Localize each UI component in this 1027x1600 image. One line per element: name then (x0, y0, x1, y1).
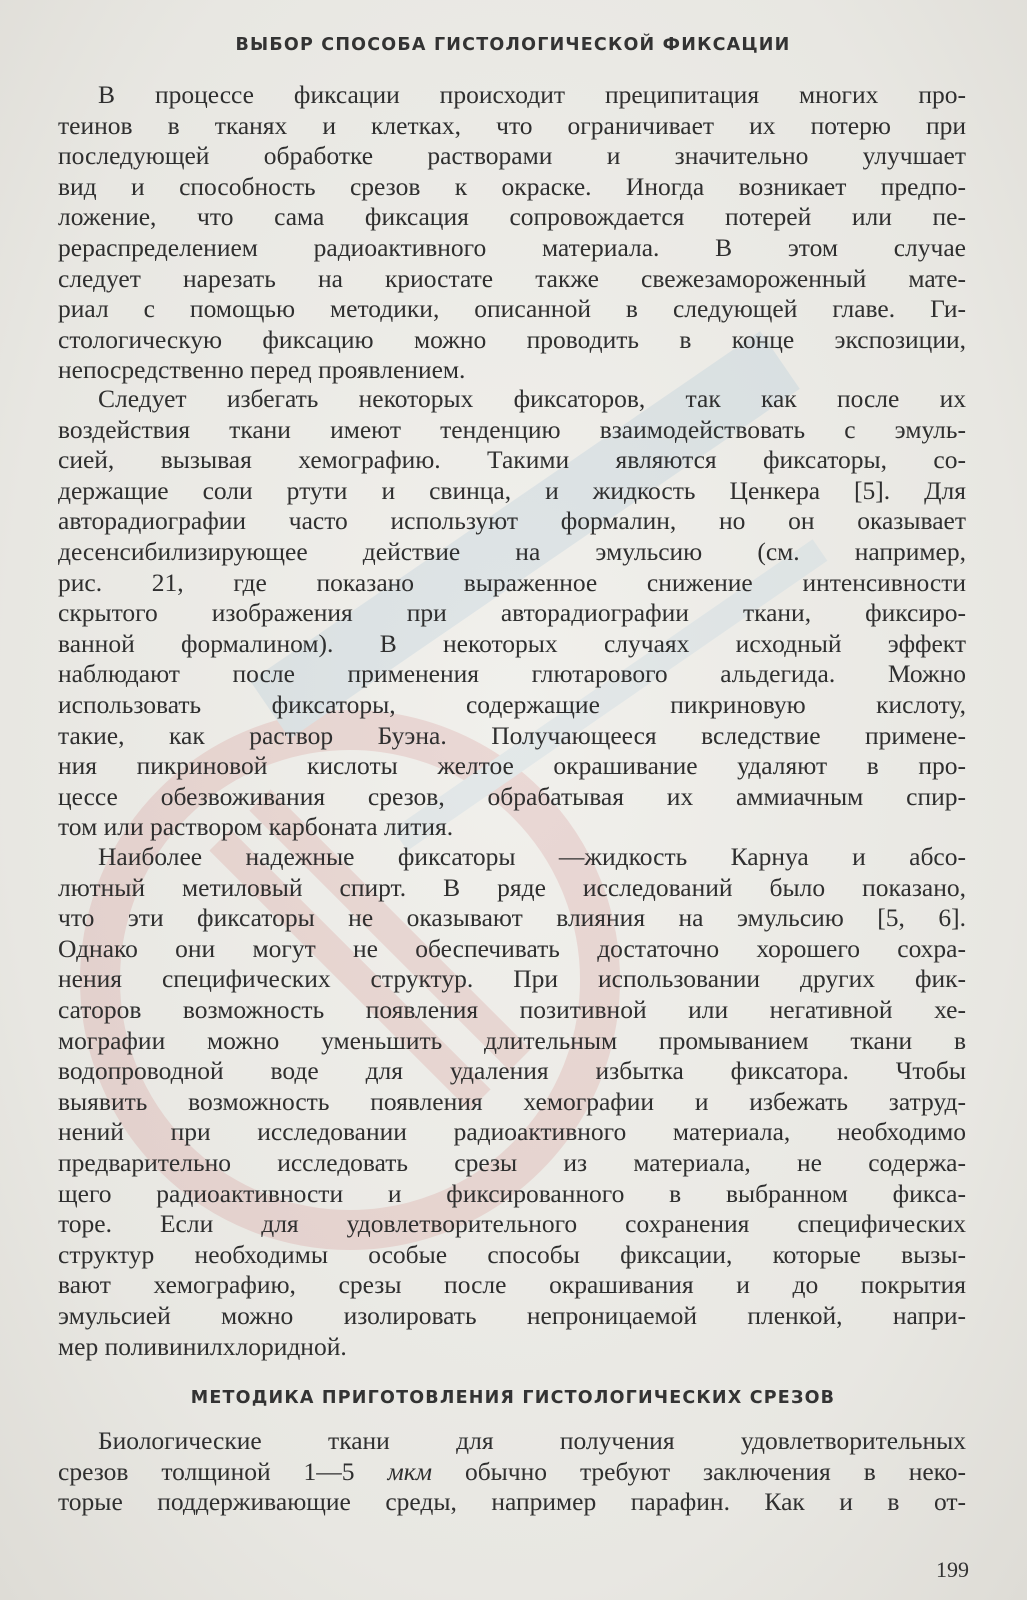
text-line: лютный метиловый спирт. В ряде исследований было показано, (58, 872, 966, 902)
text-line: сией, вызывая хемографию. Такими являются фиксаторы, со- (58, 445, 966, 475)
text-line: рераспределением радиоактивного материала. В этом случае (58, 232, 966, 262)
unit-label: мкм (387, 1456, 432, 1486)
text-line: щего радиоактивности и фиксированного в выбранном фикса- (58, 1178, 966, 1208)
text-line: вают хемографию, срезы после окрашивания и до покрытия (58, 1270, 966, 1300)
section-heading-fixation: ВЫБОР СПОСОБА ГИСТОЛОГИЧЕСКОЙ ФИКСАЦИИ (235, 35, 791, 55)
text-line: стологическую фиксацию можно проводить в конце экспозиции, (58, 324, 966, 354)
text-line: скрытого изображения при авторадиографии ткани, фиксиро- (58, 598, 966, 628)
text-line: цессе обезвоживания срезов, обрабатывая их аммиачным спир- (58, 781, 966, 811)
text-line: нений при исследовании радиоактивного материала, необходимо (58, 1117, 966, 1147)
text-line: эмульсией можно изолировать непроницаемой пленкой, напри- (58, 1300, 966, 1330)
text-line: водопроводной воде для удаления избытка фиксатора. Чтобы (58, 1056, 966, 1086)
text-line: воздействия ткани имеют тенденцию взаимодействовать с эмуль- (58, 414, 966, 444)
text-fragment: срезов толщиной 1—5 (58, 1456, 388, 1486)
text-line: десенсибилизирующее действие на эмульсию (см. например, (58, 536, 966, 566)
text-line: ния пикриновой кислоты желтое окрашивание удаляют в про- (58, 751, 966, 781)
section-heading-sections: МЕТОДИКА ПРИГОТОВЛЕНИЯ ГИСТОЛОГИЧЕСКИХ СРЕЗОВ (190, 1388, 836, 1408)
text-line: наблюдают после применения глютарового альдегида. Можно (58, 659, 966, 689)
paragraph-3 (58, 842, 966, 1362)
text-line: Однако они могут не обеспечивать достаточно хорошего сохра- (58, 933, 966, 963)
text-line: использовать фиксаторы, содержащие пикриновую кислоту, (58, 689, 966, 719)
text-line: что эти фиксаторы не оказывают влияния на эмульсию [5, 6]. (58, 903, 966, 933)
text-line: торые поддерживающие среды, например парафин. Как и в от- (58, 1487, 966, 1517)
text-line: нения специфических структур. При использовании других фик- (58, 964, 966, 994)
text-line: риал с помощью методики, описанной в следующей главе. Ги- (58, 294, 966, 324)
paragraph-1 (58, 80, 966, 386)
text-line: рис. 21, где показано выраженное снижение интенсивности (58, 567, 966, 597)
text-line: ванной формалином). В некоторых случаях исходный эффект (58, 628, 966, 658)
text-line: мер поливинилхлоридной. (58, 1331, 347, 1361)
text-line (58, 1457, 966, 1488)
text-line: том или раствором карбоната лития. (58, 812, 454, 842)
text-line: торе. Если для удовлетворительного сохранения специфических (58, 1209, 966, 1239)
text-line: вид и способность срезов к окраске. Иногда возникает предпо- (58, 171, 966, 201)
text-line: такие, как раствор Буэна. Получающееся вследствие примене- (58, 720, 966, 750)
text-line: теинов в тканях и клетках, что ограничивает их потерю при (58, 110, 966, 140)
text-line: саторов возможность появления позитивной или негативной хе- (58, 994, 966, 1024)
paragraph-4 (58, 1426, 966, 1518)
text-line: предварительно исследовать срезы из материала, не содержа- (58, 1147, 966, 1177)
text-line: мографии можно уменьшить длительным промыванием ткани в (58, 1025, 966, 1055)
text-line: структур необходимы особые способы фиксации, которые вызы- (58, 1239, 966, 1269)
page-number: 199 (936, 1557, 969, 1582)
text-line: держащие соли ртути и свинца, и жидкость Ценкера [5]. Для (58, 475, 966, 505)
text-line: последующей обработке растворами и значительно улучшает (58, 141, 966, 171)
text-line: непосредственно перед проявлением. (58, 355, 466, 385)
text-line: Следует избегать некоторых фиксаторов, так как после их (98, 384, 966, 413)
text-line: В процессе фиксации происходит преципитация многих про- (98, 80, 966, 109)
text-line: авторадиографии часто используют формалин, но он оказывает (58, 506, 966, 536)
text-line: выявить возможность появления хемографии и избежать затруд- (58, 1086, 966, 1116)
paragraph-2 (58, 384, 966, 843)
text-line: следует нарезать на криостате также свежезамороженный мате- (58, 263, 966, 293)
text-fragment: обычно требуют заключения в неко- (432, 1456, 966, 1486)
text-line: ложение, что сама фиксация сопровождается потерей или пе- (58, 202, 966, 232)
text-line: Наиболее надежные фиксаторы —жидкость Карнуа и абсо- (98, 842, 966, 871)
text-line: Биологические ткани для получения удовлетворительных (98, 1426, 966, 1455)
